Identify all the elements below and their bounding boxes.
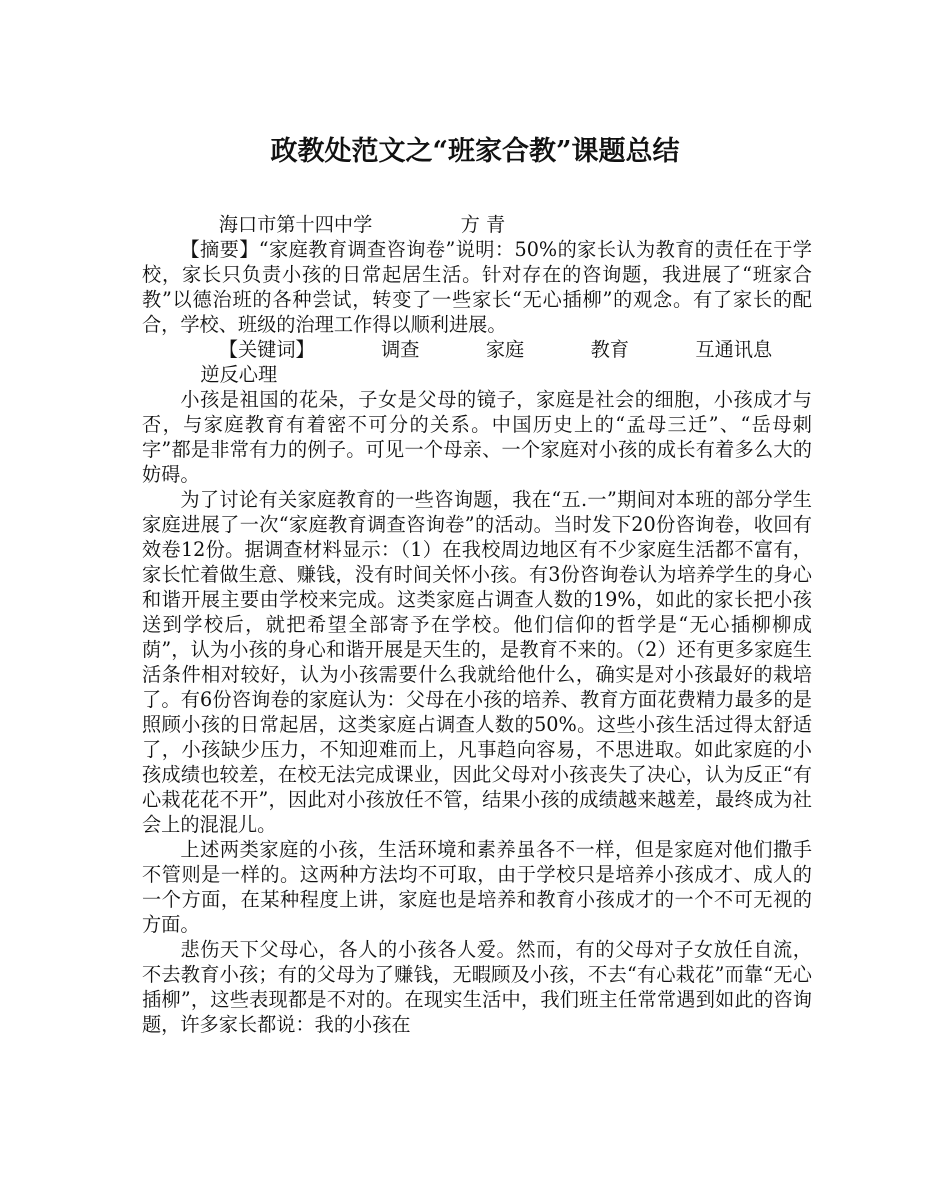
document-body <box>142 212 812 1037</box>
keyword: 家庭 <box>485 338 525 361</box>
document-title: 政教处范文之“班家合教”课题总结 <box>270 136 680 167</box>
school-name: 海口市第十四中学 <box>218 213 373 236</box>
body-paragraph: 悲伤天下父母心，各人的小孩各人爱。然而，有的父母对子女放任自流，不去教育小孩；有的父母为了赚钱，无暇顾及小孩，不去“有心栽花”而靠“无心插柳”，这些表现都是不对的。在现实生活中，我们班主任常常遇到如此的咨询题，许多家长都说：我的小孩在 <box>142 938 812 1036</box>
keywords-label: 【关键词】 <box>218 338 315 361</box>
abstract-paragraph: 【摘要】“家庭教育调查咨询卷”说明：50%的家长认为教育的责任在于学校，家长只负责小孩的日常起居生活。针对存在的咨询题，我进展了“班家合教”以德治班的各种尝试，转变了一些家长“无心插柳”的观念。有了家长的配合，学校、班级的治理工作得以顺利进展。 <box>142 238 812 336</box>
keyword: 教育 <box>590 338 630 361</box>
keywords-line <box>142 337 812 387</box>
keyword: 逆反心理 <box>200 363 278 386</box>
body-paragraph: 上述两类家庭的小孩，生活环境和素养虽各不一样，但是家庭对他们撒手不管则是一样的。这两种方法均不可取，由于学校只是培养小孩成才、成人的一个方面，在某种程度上讲，家庭也是培养和教育小孩成才的一个不可无视的方面。 <box>142 838 812 936</box>
keyword: 互通讯息 <box>695 338 773 361</box>
author-line <box>142 212 812 237</box>
author-name: 方 青 <box>460 213 506 236</box>
keyword: 调查 <box>381 338 420 361</box>
body-paragraph: 小孩是祖国的花朵，子女是父母的镜子，家庭是社会的细胞，小孩成才与否，与家庭教育有着密不可分的关系。中国历史上的“孟母三迁”、“岳母刺字”都是非常有力的例子。可见一个母亲、一个家庭对小孩的成长有着多么大的妨碍。 <box>142 388 812 486</box>
body-paragraph: 为了讨论有关家庭教育的一些咨询题，我在“五.一”期间对本班的部分学生家庭进展了一次“家庭教育调查咨询卷”的活动。当时发下20份咨询卷，收回有效卷12份。据调查材料显示：（1）在我校周边地区有不少家庭生活都不富有，家长忙着做生意、赚钱，没有时间关怀小孩。有3份咨询卷认为培养学生的身心和谐开展主要由学校来完成。这类家庭占调查人数的19%，如此的家长把小孩送到学校后，就把希望全部寄予在学校。他们信仰的哲学是“无心插柳柳成荫”，认为小孩的身心和谐开展是天生的，是教育不来的。（2）还有更多家庭生活条件相对较好，认为小孩需要什么我就给他什么，确实是对小孩最好的栽培了。有6份咨询卷的家庭认为：父母在小孩的培养、教育方面花费精力最多的是照顾小孩的日常起居，这类家庭占调查人数的50%。这些小孩生活过得太舒适了，小孩缺少压力，不知迎难而上，凡事趋向容易，不思进取。如此家庭的小孩成绩也较差，在校无法完成课业，因此父母对小孩丧失了决心，认为反正“有心栽花花不开”，因此对小孩放任不管，结果小孩的成绩越来越差，最终成为社会上的混混儿。 <box>142 488 812 836</box>
